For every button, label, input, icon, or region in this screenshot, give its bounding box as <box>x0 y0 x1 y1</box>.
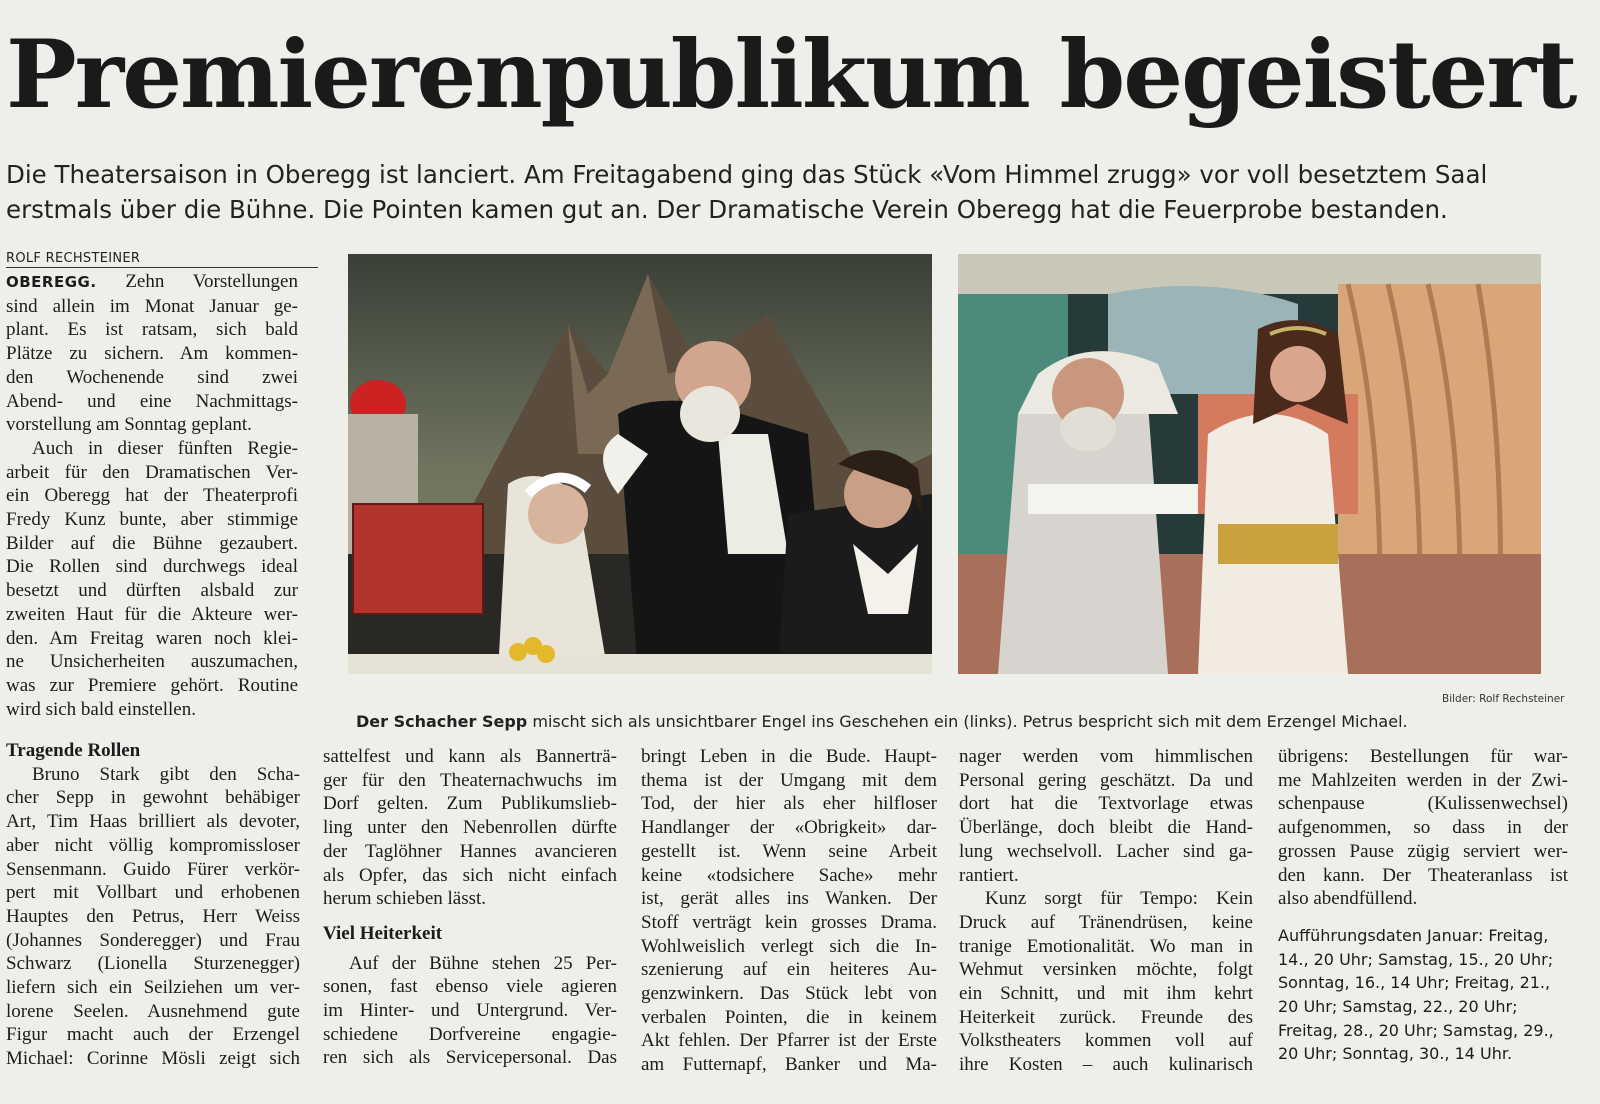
text-line: Figur macht auch der Erzengel <box>6 1024 300 1046</box>
info-line: Sonntag, 16., 14 Uhr; Freitag, 21., <box>1278 973 1551 993</box>
text-line: Art, Tim Haas brilliert als devoter, <box>6 811 300 833</box>
column-1-bottom <box>6 739 300 1071</box>
text-line: rantiert. <box>959 864 1019 886</box>
text-line: aufgenommen, so dass in der <box>1278 817 1568 839</box>
text-line: thema ist der Umgang mit dem <box>641 769 937 791</box>
photo-petrus-michael <box>958 254 1541 674</box>
text-line: Volkstheaters kommen voll auf <box>959 1030 1253 1052</box>
column-5 <box>1278 745 1568 1066</box>
caption-bold: Der Schacher Sepp <box>356 712 528 731</box>
text-line: Wohlweislich verlegt sich die In- <box>641 935 937 957</box>
text-line: Auf der Bühne stehen 25 Per- <box>349 952 617 974</box>
text-line: Personal gering geschätzt. Da und <box>959 769 1253 791</box>
text-line: Michael: Corinne Mösli zeigt sich <box>6 1048 300 1070</box>
text-line: Fredy Kunz bunte, aber stimmige <box>6 509 298 531</box>
text-line: den. Am Freitag waren noch klei- <box>6 627 298 649</box>
text-line: sind allein im Monat Januar ge- <box>6 295 298 317</box>
text-line: Stoff verträgt kein grosses Drama. <box>641 911 937 933</box>
subhead-viel-heiterkeit: Viel Heiterkeit <box>323 922 443 944</box>
text-line: genzwinkern. Das Stück lebt von <box>641 983 937 1005</box>
text-line: tranige Emotionalität. Wo man in <box>959 935 1253 957</box>
text-line: Plätze zu sichern. Am kommen- <box>6 343 298 365</box>
caption-text: mischt sich als unsichtbarer Engel ins Geschehen ein (links). Petrus bespricht sich mit dem Erzengel Michael. <box>527 712 1408 731</box>
lead-line: Die Theatersaison in Oberegg ist lanciert. Am Freitagabend ging das Stück «Vom Himmel zrugg» vor voll besetztem Saal <box>6 160 1488 189</box>
text-line: gestellt ist. Wenn seine Arbeit <box>641 840 937 862</box>
text-line: OBEREGG. Zehn Vorstellungen <box>6 271 298 292</box>
text-line: der Taglöhner Hannes avancieren <box>323 840 617 862</box>
text-line: nager werden vom himmlischen <box>959 746 1253 767</box>
text-line: Akt fehlen. Der Pfarrer ist der Erste <box>641 1030 937 1052</box>
text-line: Tod, der hier als eher hilfloser <box>641 793 937 815</box>
text-line: ne Unsicherheiten auszumachen, <box>6 651 298 673</box>
text-line: Abend- und eine Nachmittags- <box>6 390 298 412</box>
text-line: aber nicht völlig kompromissloser <box>6 834 300 856</box>
text-line: Druck auf Tränendrüsen, keine <box>959 911 1253 933</box>
text-line: am Futternapf, Banker und Ma- <box>641 1054 937 1076</box>
text-line: verbalen Pointen, die in keinem <box>641 1006 937 1028</box>
text-line: Die Rollen sind durchwegs ideal <box>6 556 298 578</box>
performance-dates-box <box>1278 924 1568 1066</box>
text-line: herum schieben lässt. <box>323 888 487 910</box>
text-line: den Wochenende sind zwei <box>6 366 298 388</box>
text-line: vorstellung am Sonntag geplant. <box>6 414 252 436</box>
dateline: OBEREGG. <box>6 273 97 291</box>
text-line: me Mahlzeiten werden in der Zwi- <box>1278 769 1568 791</box>
text-line: als Opfer, das sich nicht einfach <box>323 864 617 886</box>
text-line: bringt Leben in die Bude. Haupt- <box>641 746 937 767</box>
text-line: also abendfüllend. <box>1278 888 1418 910</box>
text-line: schenpause (Kulissenwechsel) <box>1278 793 1568 815</box>
petrus-scene-illustration <box>958 254 1541 674</box>
text-line: übrigens: Bestellungen für war- <box>1278 746 1568 767</box>
text-line: Hauptes den Petrus, Herr Weiss <box>6 905 300 927</box>
text-line: arbeit für den Dramatischen Ver- <box>6 461 298 483</box>
text-line: Kunz sorgt für Tempo: Kein <box>985 888 1253 910</box>
text-line: cher Sepp in gewohnt behäbiger <box>6 787 300 809</box>
info-line: Aufführungsdaten Januar: Freitag, <box>1278 925 1549 945</box>
text-line: (Johannes Sonderegger) und Frau <box>6 929 300 951</box>
info-line: Freitag, 28., 20 Uhr; Samstag, 29., <box>1278 1020 1554 1040</box>
photo-wedding-scene <box>348 254 932 674</box>
text-line: Auch in dieser fünften Regie- <box>32 437 298 459</box>
subhead-tragende-rollen: Tragende Rollen <box>6 740 141 761</box>
lead-paragraph <box>6 157 1596 227</box>
text-line: sattelfest und kann als Bannerträ- <box>323 746 617 767</box>
text-line: Bruno Stark gibt den Scha- <box>32 763 300 785</box>
text-line: Dorf gelten. Zum Publikumslieb- <box>323 793 617 815</box>
text-line: sonen, fast ebenso viele agieren <box>323 976 617 998</box>
text-line: im Hinter- und Untergrund. Ver- <box>323 1000 617 1022</box>
byline: ROLF RECHSTEINER <box>6 251 318 268</box>
text-line: plant. Es ist ratsam, sich bald <box>6 319 298 341</box>
headline: Premierenpublikum begeistert <box>6 20 1576 130</box>
text-line: schiedene Dorfvereine engagie- <box>323 1023 617 1045</box>
info-line: 20 Uhr; Sonntag, 30., 14 Uhr. <box>1278 1044 1513 1064</box>
lead-line: erstmals über die Bühne. Die Pointen kamen gut an. Der Dramatische Verein Oberegg hat die Feuerprobe bestanden. <box>6 195 1448 224</box>
text-line: ren sich als Servicepersonal. Das <box>323 1047 617 1069</box>
text-line: wird sich bald einstellen. <box>6 698 196 720</box>
text-line: lung wechselvoll. Lacher sind ga- <box>959 840 1253 862</box>
column-1-top <box>6 270 298 721</box>
text-line: grossen Pause zügig serviert wer- <box>1278 840 1568 862</box>
text-line: besetzt und dürften alsbald zur <box>6 580 298 602</box>
text-line: pert mit Vollbart und erhobenen <box>6 882 300 904</box>
text-line: ist, gerät alles ins Wanken. Der <box>641 888 937 910</box>
text-line: ling unter den Nebenrollen dürfte <box>323 817 617 839</box>
text-line: zweiten Haut für die Akteure wer- <box>6 603 298 625</box>
info-line: 14., 20 Uhr; Samstag, 15., 20 Uhr; <box>1278 949 1554 969</box>
text-line: ihre Kosten – auch kulinarisch <box>959 1054 1253 1076</box>
photo-credit: Bilder: Rolf Rechsteiner <box>1442 693 1565 705</box>
text-line: szenierung auf ein heiteres Au- <box>641 959 937 981</box>
text-line: was zur Premiere gehört. Routine <box>6 674 298 696</box>
text-line: Bilder auf die Bühne gezaubert. <box>6 532 298 554</box>
photo-caption <box>356 712 1456 731</box>
text-line: lorene Seelen. Ausnehmend gute <box>6 1000 300 1022</box>
text-line: dort hat die Textvorlage etwas <box>959 793 1253 815</box>
text-line: ger für den Theaternachwuchs im <box>323 769 617 791</box>
text-line: Wehmut versinken möchte, folgt <box>959 959 1253 981</box>
text-line: liefern sich ein Seilziehen um ver- <box>6 977 300 999</box>
text-line: keine «todsichere Sache» mehr <box>641 864 937 886</box>
text-line: den kann. Der Theateranlass ist <box>1278 864 1568 886</box>
column-2 <box>323 745 617 1070</box>
text-line: Heiterkeit zurück. Freunde des <box>959 1006 1253 1028</box>
column-3 <box>641 745 937 1077</box>
column-4 <box>959 745 1253 1077</box>
text-line: ein Schnitt, und mit ihm kehrt <box>959 983 1253 1005</box>
text-line: Handlanger der «Obrigkeit» dar- <box>641 817 937 839</box>
text-line: Sensenmann. Guido Fürer verkör- <box>6 858 300 880</box>
text-line: Schwarz (Lionella Sturzenegger) <box>6 953 300 975</box>
text-line: ein Oberegg hat der Theaterprofi <box>6 485 298 507</box>
wedding-scene-illustration <box>348 254 932 674</box>
text-line: Überlänge, doch bleibt die Hand- <box>959 817 1253 839</box>
info-line: 20 Uhr; Samstag, 22., 20 Uhr; <box>1278 997 1518 1017</box>
